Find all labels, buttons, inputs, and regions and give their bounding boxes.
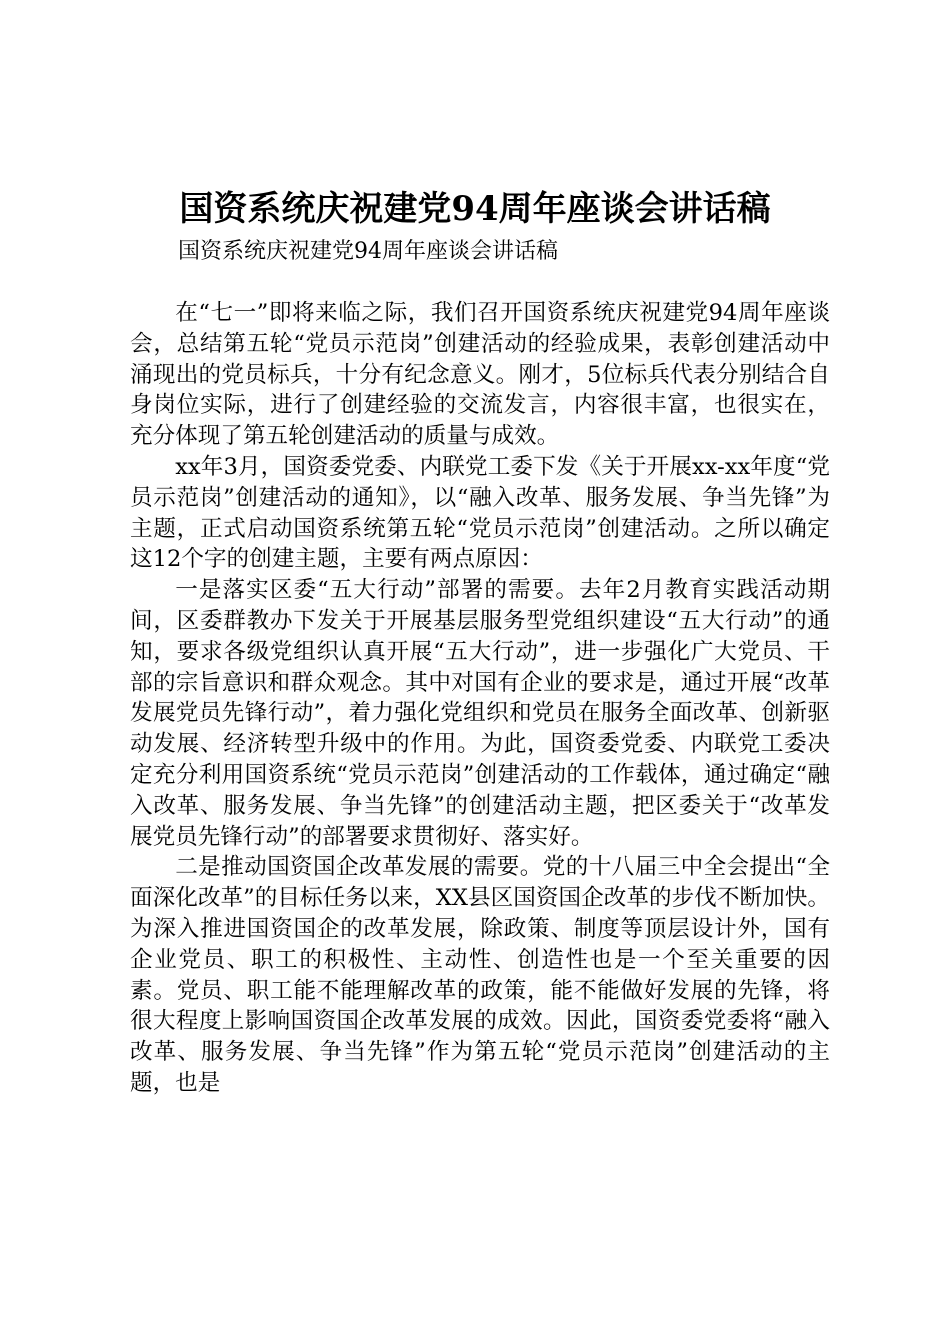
body-paragraph: 一是落实区委“五大行动”部署的需要。去年2月教育实践活动期间，区委群教办下发关于开展基层服务型党组织建设“五大行动”的通知，要求各级党组织认真开展“五大行动”，进一步强化广大党员、干部的宗旨意识和群众观念。其中对国有企业的要求是，通过开展“改革发展党员先锋行动”，着力强化党组织和党员在服务全面改革、创新驱动发展、经济转型升级中的作用。为此，国资委党委、内联党工委决定充分利用国资系统“党员示范岗”创建活动的工作载体，通过确定“融入改革、服务发展、争当先锋”的创建活动主题，把区委关于“改革发展党员先锋行动”的部署要求贯彻好、落实好。 [130, 577, 830, 850]
document-subtitle: 国资系统庆祝建党94周年座谈会讲话稿 [178, 239, 558, 264]
body-paragraph: 在“七一”即将来临之际，我们召开国资系统庆祝建党94周年座谈会，总结第五轮“党员示范岗”创建活动的经验成果，表彰创建活动中涌现出的党员标兵，十分有纪念意义。刚才，5位标兵代表分别结合自身岗位实际，进行了创建经验的交流发言，内容很丰富，也很实在，充分体现了第五轮创建活动的质量与成效。 [130, 300, 830, 450]
body-paragraph: xx年3月，国资委党委、内联党工委下发《关于开展xx-xx年度“党员示范岗”创建活动的通知》，以“融入改革、服务发展、争当先锋”为主题，正式启动国资系统第五轮“党员示范岗”创建活动。之所以确定这12个字的创建主题，主要有两点原因： [130, 453, 830, 573]
document-body [130, 298, 830, 1099]
document-title: 国资系统庆祝建党94周年座谈会讲话稿 [179, 189, 771, 229]
body-paragraph: 二是推动国资国企改革发展的需要。党的十八届三中全会提出“全面深化改革”的目标任务以来，XX县区国资国企改革的步伐不断加快。为深入推进国资国企的改革发展，除政策、制度等顶层设计外，国有企业党员、职工的积极性、主动性、创造性也是一个至关重要的因素。党员、职工能不能理解改革的政策，能不能做好发展的先锋，将很大程度上影响国资国企改革发展的成效。因此，国资委党委将“融入改革、服务发展、争当先锋”作为第五轮“党员示范岗”创建活动的主题，也是 [130, 854, 830, 1096]
